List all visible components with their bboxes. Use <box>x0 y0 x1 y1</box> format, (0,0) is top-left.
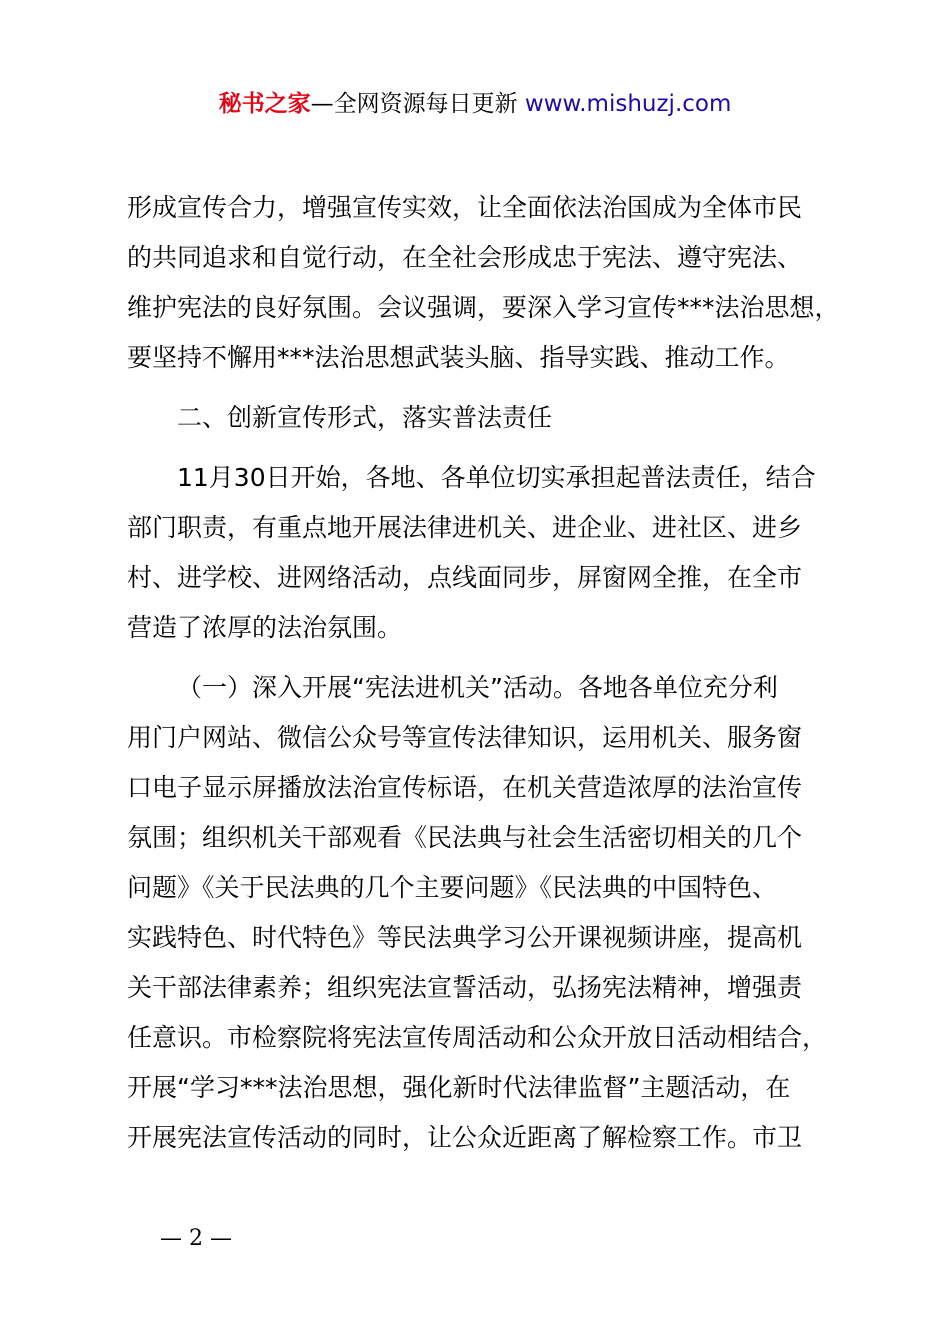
text-line: 开展“学习***法治思想，强化新时代法律监督”主题活动，在 <box>127 1073 791 1102</box>
page-number: — 2 — <box>160 1226 232 1251</box>
text-line: 氛围；组织机关干部观看《民法典与社会生活密切相关的几个 <box>127 823 803 852</box>
text-line: 村、进学校、进网络活动，点线面同步，屏窗网全推，在全市 <box>127 563 803 592</box>
site-url[interactable]: www.mishuzj.com <box>524 91 732 117</box>
text-line: （一）深入开展“宪法进机关”活动。各地各单位充分利 <box>177 673 778 702</box>
section-heading: 二、创新宣传形式，落实普法责任 <box>177 403 553 432</box>
text-line: 问题》《关于民法典的几个主要问题》《民法典的中国特色、 <box>127 873 778 902</box>
text-line: 任意识。市检察院将宪法宣传周活动和公众开放日活动相结合， <box>127 1023 828 1052</box>
site-brand: 秘书之家 <box>218 91 311 117</box>
text-line: 营造了浓厚的法治氛围。 <box>127 613 403 642</box>
text-line: 11月30日开始，各地、各单位切实承担起普法责任，结合 <box>177 463 816 492</box>
page-header <box>0 86 950 122</box>
text-line: 实践特色、时代特色》等民法典学习公开课视频讲座，提高机 <box>127 923 803 952</box>
text-line: 的共同追求和自觉行动，在全社会形成忠于宪法、遵守宪法、 <box>127 243 803 272</box>
text-line: 维护宪法的良好氛围。会议强调，要深入学习宣传***法治思想， <box>127 293 840 322</box>
text-line: 用门户网站、微信公众号等宣传法律知识，运用机关、服务窗 <box>127 723 803 752</box>
text-line: 开展宪法宣传活动的同时，让公众近距离了解检察工作。市卫 <box>127 1123 803 1152</box>
site-slogan: —全网资源每日更新 <box>310 91 525 117</box>
paragraph-1 <box>127 183 867 383</box>
text-line: 要坚持不懈用***法治思想武装头脑、指导实践、推动工作。 <box>127 343 790 372</box>
paragraph-2 <box>127 453 867 653</box>
paragraph-3 <box>127 663 867 1163</box>
text-line: 形成宣传合力，增强宣传实效，让全面依法治国成为全体市民 <box>127 193 803 222</box>
text-line: 关干部法律素养；组织宪法宣誓活动，弘扬宪法精神，增强责 <box>127 973 803 1002</box>
text-line: 部门职责，有重点地开展法律进机关、进企业、进社区、进乡 <box>127 513 803 542</box>
text-line: 口电子显示屏播放法治宣传标语，在机关营造浓厚的法治宣传 <box>127 773 803 802</box>
document-body <box>127 183 867 1163</box>
